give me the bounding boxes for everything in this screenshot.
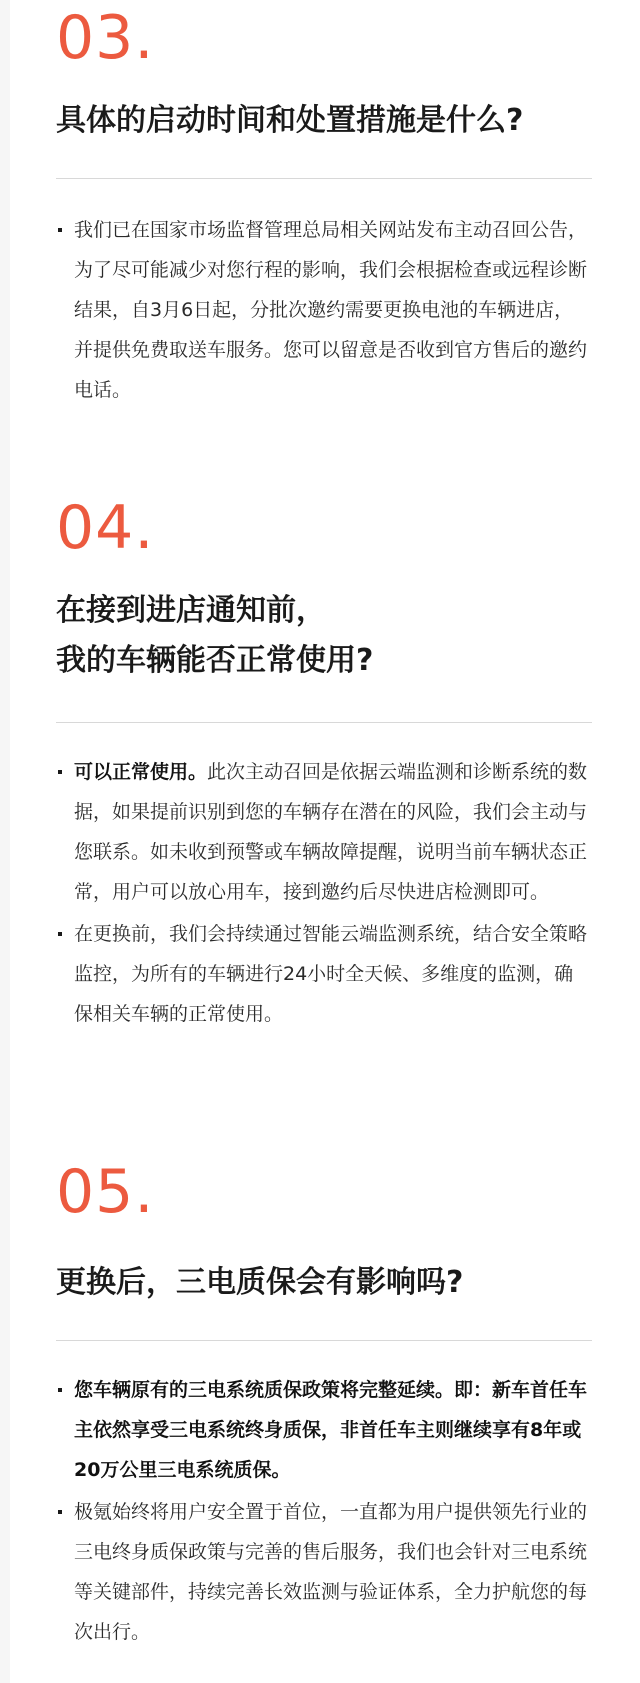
bullet-text: 我们已在国家市场监督管理总局相关网站发布主动召回公告，为了尽可能减少对您行程的影响，我们会根据检查或远程诊断结果，自3月6日起，分批次邀约需要更换电池的车辆进店，并提供免费取送车服务。您可以留意是否收到官方售后的邀约电话。 [74, 219, 588, 401]
section-title [56, 586, 616, 686]
section-divider [56, 1340, 592, 1341]
bullet-item [56, 210, 592, 410]
section-05 [56, 1154, 592, 1674]
left-edge-strip [0, 0, 10, 1683]
bullet-list [56, 752, 592, 1036]
section-title-line: 更换后，三电质保会有影响吗? [56, 1265, 464, 1300]
section-04 [56, 490, 592, 1110]
bullet-list [56, 1370, 592, 1654]
bullet-text: 极氪始终将用户安全置于首位，一直都为用户提供领先行业的三电终身质保政策与完善的售后服务，我们也会针对三电系统等关键部件，持续完善长效监测与验证体系，全力护航您的每次出行。 [74, 1501, 588, 1643]
section-title [56, 1258, 616, 1308]
section-divider [56, 722, 592, 723]
bullet-lead: 您车辆原有的三电系统质保政策将完整延续。即：新车首任车主依然享受三电系统终身质保，非首任车主则继续享有8年或20万公里三电系统质保。 [74, 1379, 588, 1481]
section-divider [56, 178, 592, 179]
bullet-lead: 可以正常使用。 [74, 761, 208, 783]
section-number: 03. [56, 3, 155, 73]
bullet-text: 此次主动召回是依据云端监测和诊断系统的数据，如果提前识别到您的车辆存在潜在的风险，我们会主动与您联系。如未收到预警或车辆故障提醒，说明当前车辆状态正常，用户可以放心用车，接到邀约后尽快进店检测即可。 [74, 761, 588, 903]
section-number: 05. [56, 1157, 155, 1227]
bullet-item [56, 914, 592, 1034]
section-title [56, 96, 616, 146]
section-number: 04. [56, 493, 155, 563]
section-title-line: 我的车辆能否正常使用? [56, 643, 374, 678]
bullet-item [56, 752, 592, 912]
bullet-item [56, 1370, 592, 1490]
section-title-line: 具体的启动时间和处置措施是什么? [56, 103, 524, 138]
bullet-text: 在更换前，我们会持续通过智能云端监测系统，结合安全策略监控，为所有的车辆进行24小时全天候、多维度的监测，确保相关车辆的正常使用。 [74, 923, 588, 1025]
section-03 [56, 0, 592, 430]
section-title-line: 在接到进店通知前， [56, 593, 326, 628]
bullet-item [56, 1492, 592, 1652]
bullet-list [56, 210, 592, 412]
